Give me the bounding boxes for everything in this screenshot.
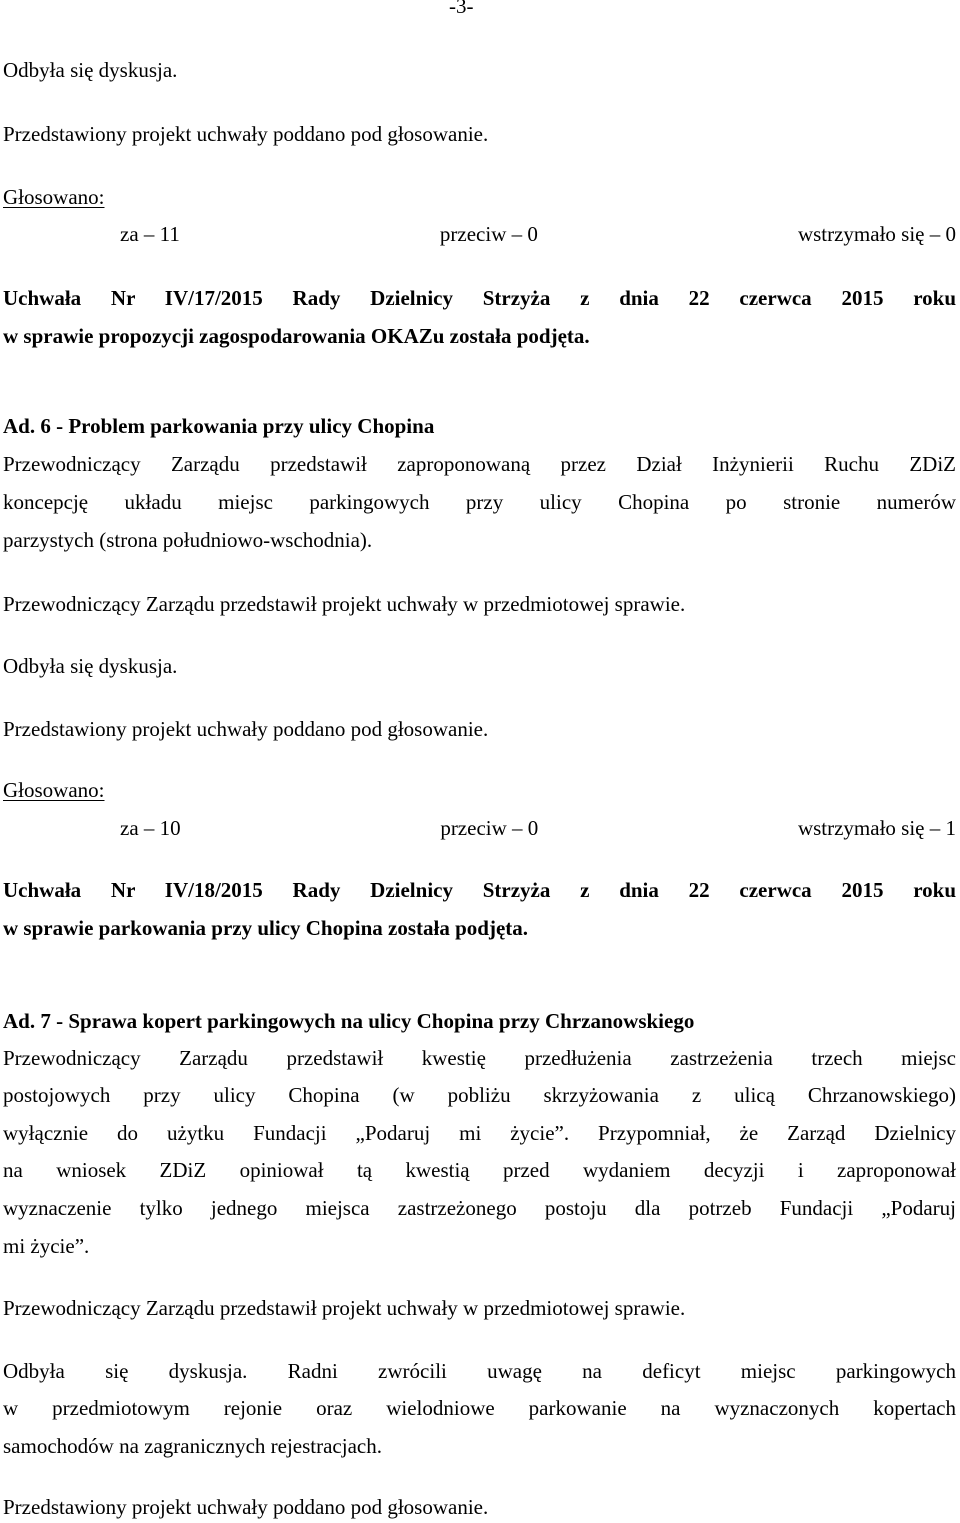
vote-results <box>120 224 956 245</box>
vote-submitted-note: Przedstawiony projekt uchwały poddano pod głosowanie. <box>3 122 489 146</box>
discussion-note: Odbyła się dyskusja. <box>3 58 178 82</box>
project-presented-note: Przewodniczący Zarządu przedstawił projekt uchwały w przedmiotowej sprawie. <box>3 592 686 616</box>
item7-discussion-line-3: samochodów na zagranicznych rejestracjach. <box>3 1434 382 1458</box>
agenda-item-7-heading: Ad. 7 - Sprawa kopert parkingowych na ulicy Chopina przy Chrzanowskiego <box>3 1009 695 1033</box>
resolution-title-line-2: w sprawie parkowania przy ulicy Chopina została podjęta. <box>3 916 529 940</box>
item6-paragraph-line-2: koncepcję układu miejsc parkingowych przy ulicy Chopina po stronie numerów <box>3 490 956 514</box>
vote-for: za – 10 <box>120 816 181 840</box>
voted-label: Głosowano: <box>3 778 105 802</box>
vote-against: przeciw – 0 <box>440 816 539 840</box>
discussion-note: Odbyła się dyskusja. <box>3 654 178 678</box>
vote-abstain: wstrzymało się – 1 <box>797 816 956 840</box>
vote-abstain: wstrzymało się – 0 <box>797 222 956 246</box>
project-presented-note: Przewodniczący Zarządu przedstawił projekt uchwały w przedmiotowej sprawie. <box>3 1296 686 1320</box>
voted-label: Głosowano: <box>3 185 105 209</box>
agenda-item-6-heading: Ad. 6 - Problem parkowania przy ulicy Chopina <box>3 414 435 438</box>
item7-discussion-line-1: Odbyła się dyskusja. Radni zwrócili uwagę na deficyt miejsc parkingowych <box>3 1359 956 1383</box>
item7-paragraph-line-1: Przewodniczący Zarządu przedstawił kwestię przedłużenia zastrzeżenia trzech miejsc <box>3 1046 956 1070</box>
item7-paragraph-line-4: na wniosek ZDiZ opiniował tą kwestią przed wydaniem decyzji i zaproponował <box>3 1158 956 1182</box>
resolution-title-line-1: Uchwała Nr IV/17/2015 Rady Dzielnicy Strzyża z dnia 22 czerwca 2015 roku <box>3 286 956 310</box>
item7-discussion-line-2: w przedmiotowym rejonie oraz wielodniowe parkowanie na wyznaczonych kopertach <box>3 1396 956 1420</box>
resolution-title-line-1: Uchwała Nr IV/18/2015 Rady Dzielnicy Strzyża z dnia 22 czerwca 2015 roku <box>3 878 956 902</box>
item7-paragraph-line-3: wyłącznie do użytku Fundacji „Podaruj mi życie”. Przypomniał, że Zarząd Dzielnicy <box>3 1121 956 1145</box>
item6-paragraph-line-1: Przewodniczący Zarządu przedstawił zaproponowaną przez Dział Inżynierii Ruchu ZDiZ <box>3 452 956 476</box>
item6-paragraph-line-3: parzystych (strona południowo-wschodnia). <box>3 528 373 552</box>
item7-paragraph-line-5: wyznaczenie tylko jednego miejsca zastrzeżonego postoju dla potrzeb Fundacji „Podaruj <box>3 1196 956 1220</box>
vote-submitted-note: Przedstawiony projekt uchwały poddano pod głosowanie. <box>3 1495 489 1519</box>
vote-against: przeciw – 0 <box>439 222 538 246</box>
resolution-title-line-2: w sprawie propozycji zagospodarowania OKAZu została podjęta. <box>3 324 590 348</box>
vote-results <box>120 818 956 839</box>
vote-submitted-note: Przedstawiony projekt uchwały poddano pod głosowanie. <box>3 717 489 741</box>
item7-paragraph-line-2: postojowych przy ulicy Chopina (w pobliżu skrzyżowania z ulicą Chrzanowskiego) <box>3 1083 956 1107</box>
item7-paragraph-line-6: mi życie”. <box>3 1234 90 1258</box>
page-number: -3- <box>449 0 474 18</box>
vote-for: za – 11 <box>120 222 180 246</box>
